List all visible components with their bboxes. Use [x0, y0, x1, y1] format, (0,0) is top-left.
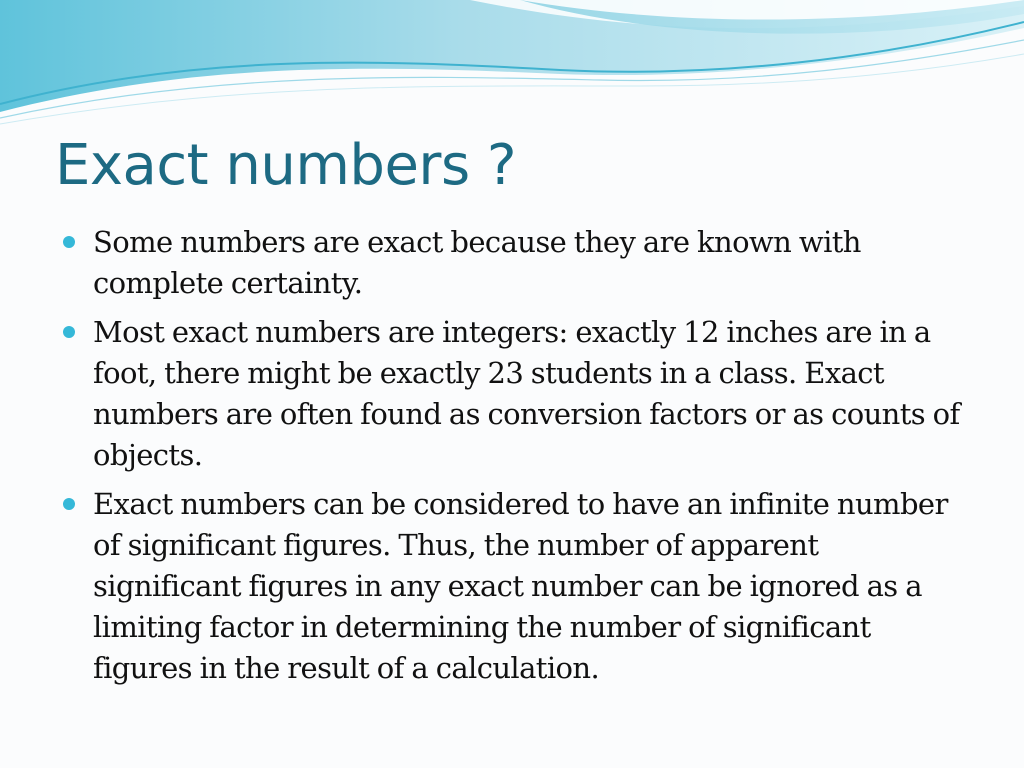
bullet-text: Most exact numbers are integers: exactly 12 inches are in a foot, there might be exactly 23 students in a class. Exact numbers are often found as conversion factors or as counts of objects.: [93, 315, 960, 472]
bullet-item: [60, 312, 960, 476]
bullet-item: [60, 484, 960, 689]
bullet-dot-icon: [63, 326, 75, 338]
bullet-text: Some numbers are exact because they are known with complete certainty.: [93, 225, 861, 300]
slide-title: Exact numbers ?: [55, 133, 517, 198]
bullet-text: Exact numbers can be considered to have an infinite number of significant figures. Thus, the number of apparent significant figures in any exact number can be ignored as a limiting factor in determining the number of significant figures in the result of a calculation.: [93, 487, 948, 685]
header-wave-decoration: [0, 0, 1024, 130]
bullet-item: [60, 222, 960, 304]
bullet-list: [60, 222, 960, 697]
bullet-dot-icon: [63, 498, 75, 510]
bullet-dot-icon: [63, 236, 75, 248]
